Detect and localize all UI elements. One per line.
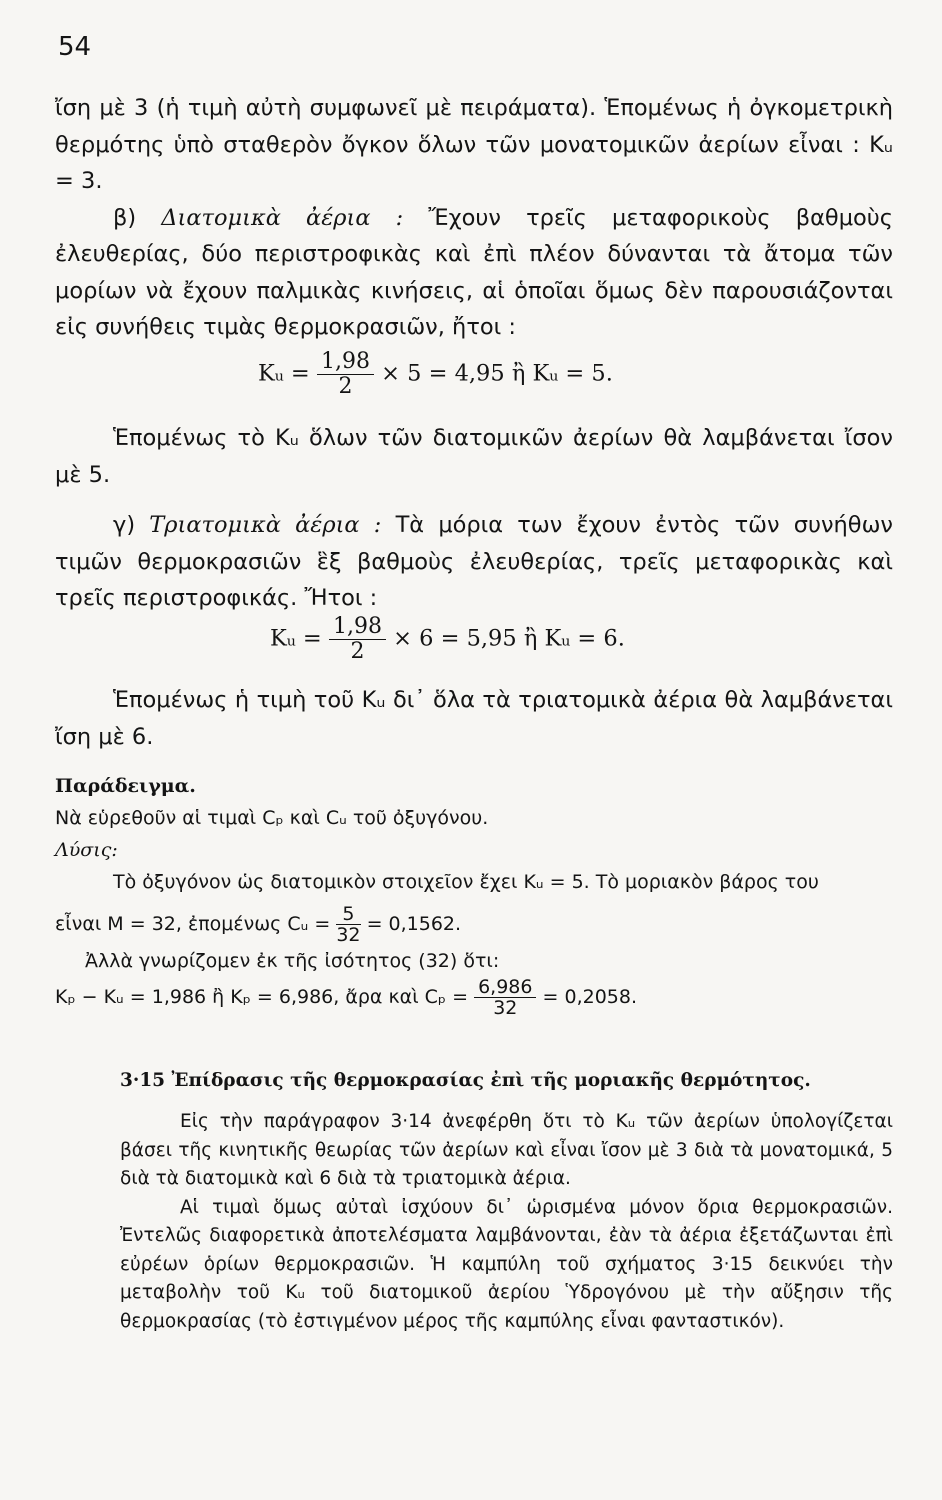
solution-fraction-1-den: 32 — [336, 924, 361, 946]
section-body — [120, 1108, 893, 1336]
section-paragraph-2: Αἱ τιμαὶ ὅμως αὐταὶ ἰσχύουν δι᾽ ὡρισμένα μόνον ὅρια θερμοκρασιῶν. Ἐντελῶς διαφορετικὰ ἀποτελέσματα λαμβάνονται, ἐὰν τὰ ἀέρια ἐξετάζωνται ἐπὶ εὐρέων ὁρίων θερμοκρασιῶν. Ἡ καμπύλη τοῦ σχήματος 3·15 δεικνύει τὴν μεταβολὴν τοῦ Kᵤ τοῦ διατομικοῦ ἀερίου Ὑδρογόνου μὲ τὴν αὔξησιν τῆς θερμοκρασίας (τὸ ἐστιγμένον μέρος τῆς καμπύλης εἶναι φανταστικόν). — [120, 1196, 893, 1332]
gamma-text: Τὰ μόρια των ἔχουν ἐντὸς τῶν συνήθων τιμῶν θερμοκρασιῶν ἓξ βαθμοὺς ἐλευθερίας, τρεῖς μεταφορικὰς καὶ τρεῖς περιστροφικάς. Ἤτοι : — [55, 512, 893, 611]
section-heading: 3·15 Ἐπίδρασις τῆς θερμοκρασίας ἐπὶ τῆς μοριακῆς θερμότητος. — [120, 1070, 811, 1091]
main-text — [55, 90, 893, 346]
solution-line-2 — [55, 904, 893, 945]
example-block — [55, 770, 893, 1018]
solution-line-2-post: = 0,1562. — [366, 913, 462, 935]
eq1-denominator: 2 — [338, 374, 353, 399]
eq2-fraction — [329, 615, 386, 664]
solution-line-2-pre: εἶναι M = 32, ἐπομένως Cᵤ = — [55, 913, 331, 935]
example-task: Νὰ εὑρεθοῦν αἱ τιμαὶ Cₚ καὶ Cᵤ τοῦ ὀξυγόνου. — [55, 807, 489, 829]
eq2-rest: × 6 = 5,95 ἢ Kᵤ = 6. — [393, 625, 625, 652]
solution-fraction-2 — [474, 977, 536, 1018]
equation-diatomic — [258, 350, 613, 410]
solution-line-4-pre: Kₚ − Kᵤ = 1,986 ἢ Kₚ = 6,986, ἄρα καὶ Cₚ = — [55, 986, 469, 1008]
gamma-label: γ) — [113, 512, 136, 538]
solution-fraction-1 — [336, 904, 360, 945]
beta-title: Διατομικὰ ἀέρια : — [161, 204, 404, 231]
paragraph-diatomic — [55, 200, 893, 346]
main-text-2 — [55, 420, 893, 617]
eq2-numerator: 1,98 — [329, 615, 386, 640]
solution-label: Λύσις: — [55, 839, 118, 861]
eq1-fraction — [317, 350, 374, 399]
main-text-3 — [55, 682, 893, 755]
beta-label: β) — [113, 204, 137, 231]
beta-text: Ἔχουν τρεῖς μεταφορικοὺς βαθμοὺς ἐλευθερίας, δύο περιστροφικὰς καὶ ἐπὶ πλέον δύνανται τὰ ἄτομα τῶν μορίων νὰ ἔχουν παλμικὰς κινήσεις, αἱ ὁποῖαι ὅμως δὲν παρουσιάζονται εἰς συνήθεις τιμὰς θερμοκρασιῶν, ἤτοι : — [55, 204, 893, 340]
solution-line-1: Τὸ ὀξυγόνον ὡς διατομικὸν στοιχεῖον ἔχει Kᵤ = 5. Τὸ μοριακὸν βάρος του — [113, 871, 819, 893]
eq1-lhs: Kᵤ = — [258, 360, 310, 387]
solution-fraction-2-den: 32 — [493, 997, 518, 1019]
eq2-denominator: 2 — [350, 639, 365, 664]
paragraph-triatomic-result: Ἑπομένως ἡ τιμὴ τοῦ Kᵤ δι᾽ ὅλα τὰ τριατομικὰ ἀέρια θὰ λαμβάνεται ἴση μὲ 6. — [55, 687, 893, 750]
eq1-numerator: 1,98 — [317, 350, 374, 375]
gamma-title: Τριατομικὰ ἀέρια : — [149, 512, 382, 538]
eq1-rest: × 5 = 4,95 ἢ Kᵤ = 5. — [381, 360, 613, 387]
page-number: 54 — [58, 32, 92, 62]
solution-line-4 — [55, 977, 893, 1018]
solution-line-4-post: = 0,2058. — [542, 986, 638, 1008]
paragraph-diatomic-result: Ἑπομένως τὸ Kᵤ ὅλων τῶν διατομικῶν ἀερίων θὰ λαμβάνεται ἴσον μὲ 5. — [55, 425, 893, 488]
paragraph-monatomic: ἴση μὲ 3 (ἡ τιμὴ αὐτὴ συμφωνεῖ μὲ πειράματα). Ἑπομένως ἡ ὀγκομετρικὴ θερμότης ὑπὸ σταθερὸν ὄγκον ὅλων τῶν μονατομικῶν ἀερίων εἶναι : Kᵤ = 3. — [55, 95, 893, 194]
solution-line-3: Ἀλλὰ γνωρίζομεν ἐκ τῆς ἰσότητος (32) ὅτι: — [85, 950, 500, 972]
section-paragraph-1: Εἰς τὴν παράγραφον 3·14 ἀνεφέρθη ὅτι τὸ Kᵤ τῶν ἀερίων ὑπολογίζεται βάσει τῆς κινητικῆς θεωρίας τῶν ἀερίων καὶ εἶναι ἴσον μὲ 3 διὰ τὰ μονατομικά, 5 διὰ τὰ διατομικὰ καὶ 6 διὰ τὰ τριατομικὰ ἀέρια. — [120, 1111, 893, 1189]
example-heading: Παράδειγμα. — [55, 775, 196, 797]
solution-fraction-2-num: 6,986 — [474, 977, 536, 998]
equation-triatomic — [270, 615, 625, 675]
solution-fraction-1-num: 5 — [336, 904, 360, 925]
eq2-lhs: Kᵤ = — [270, 625, 322, 652]
paragraph-triatomic — [55, 507, 893, 617]
